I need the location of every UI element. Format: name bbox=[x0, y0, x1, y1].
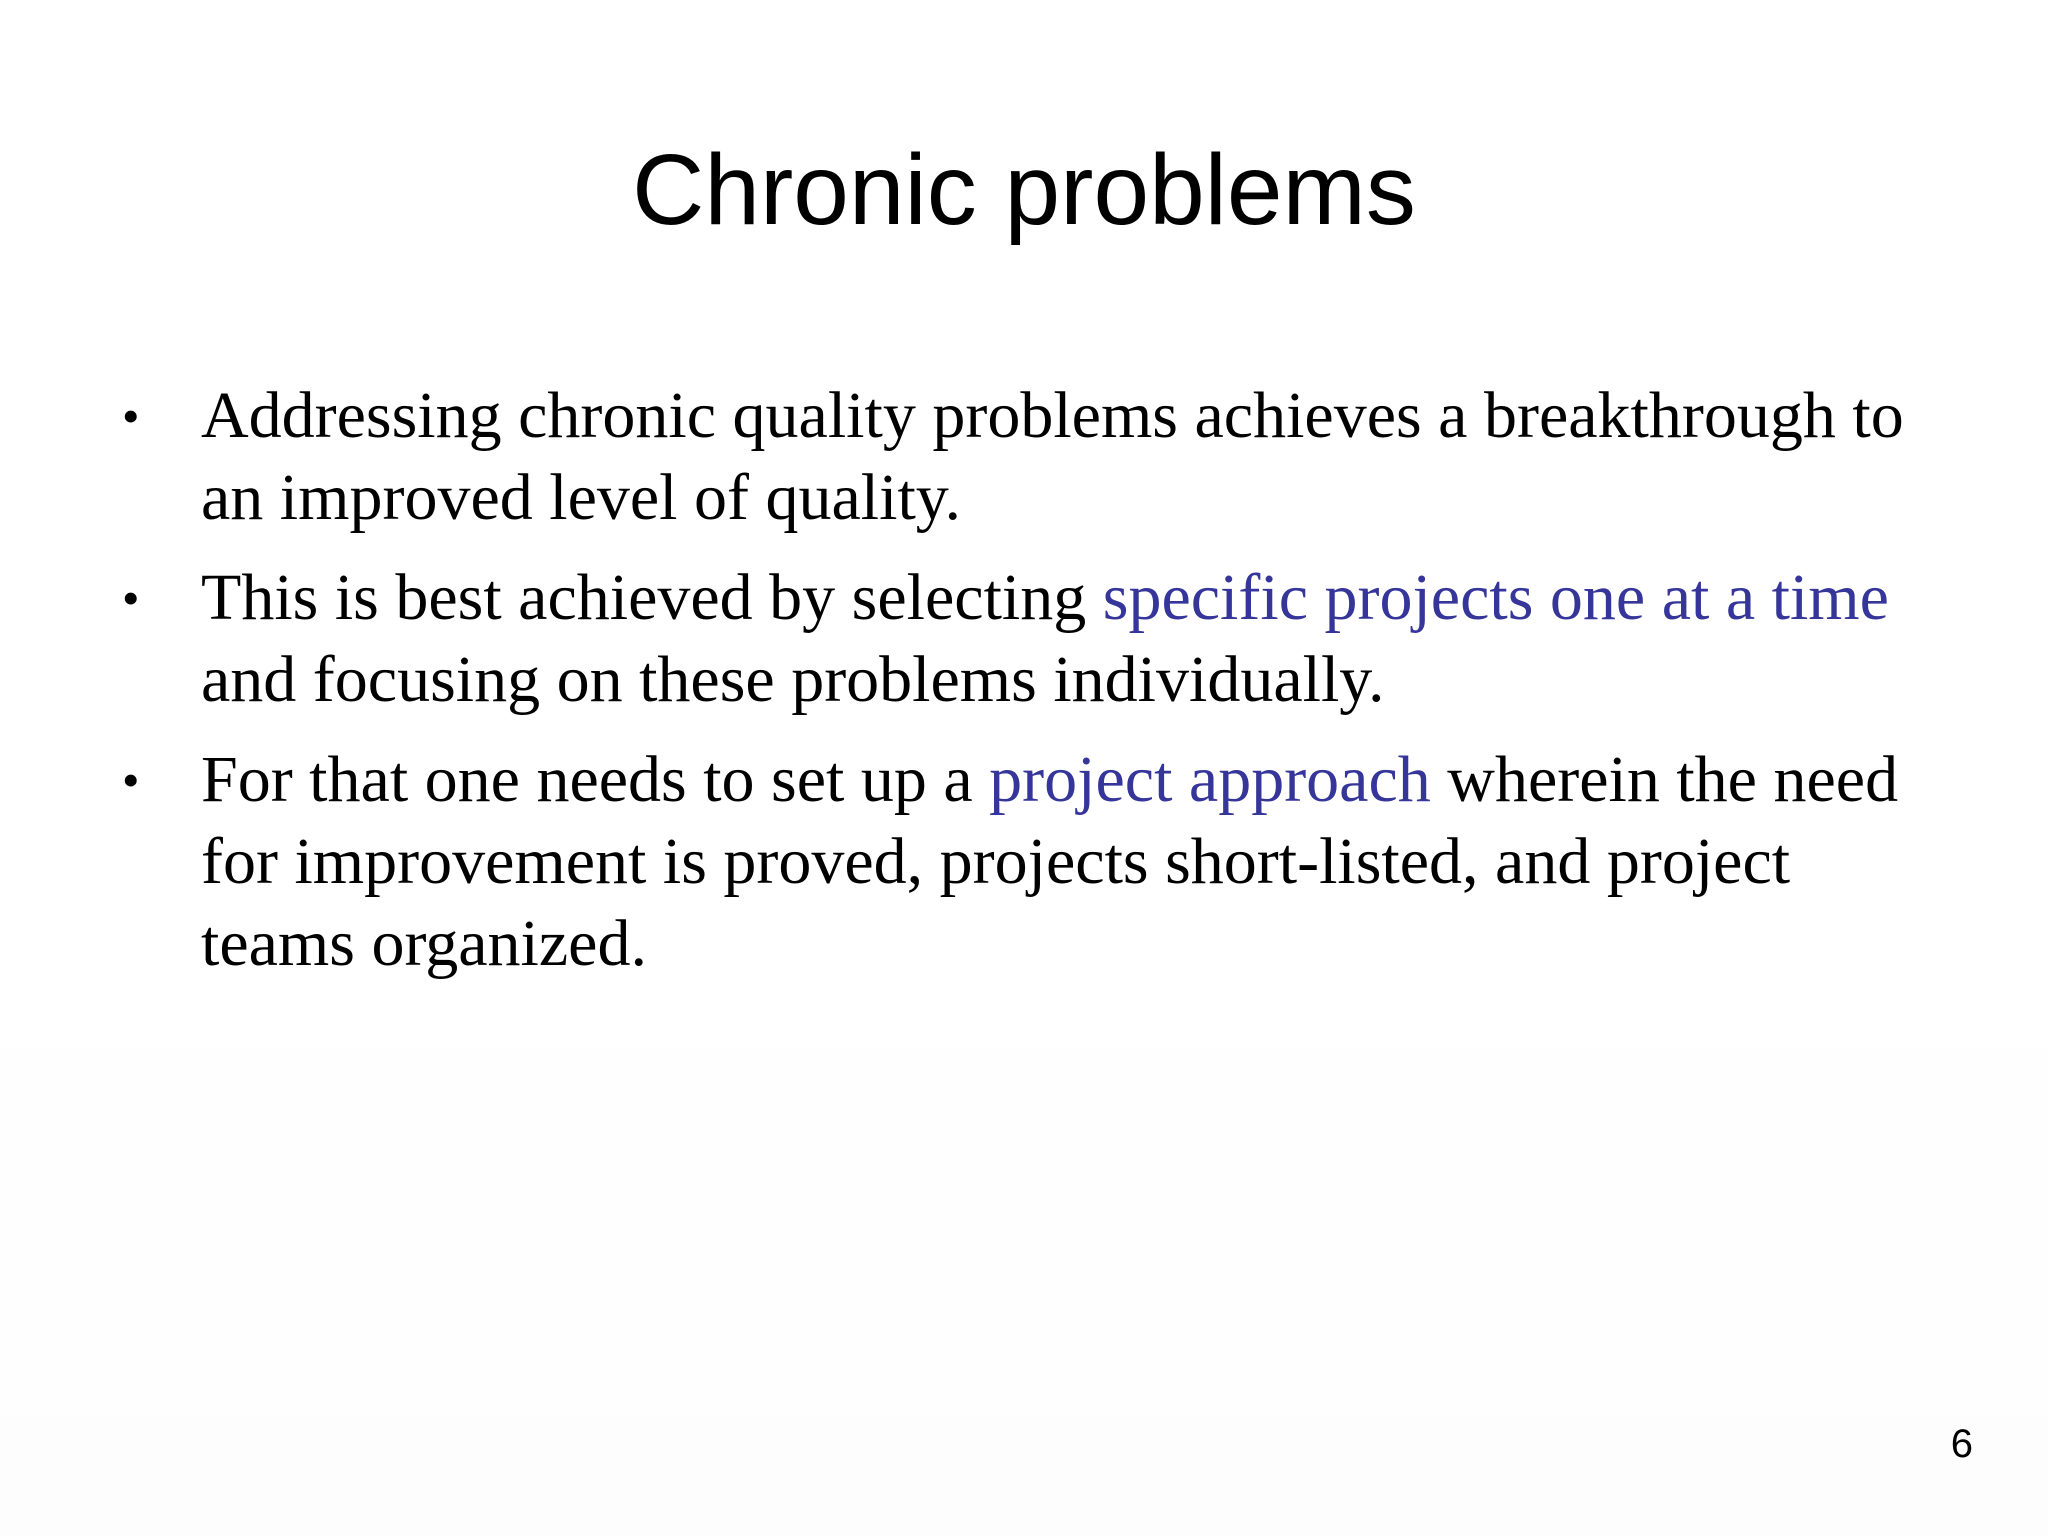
bullet-item bbox=[122, 557, 1942, 721]
bullet-dot: • bbox=[122, 388, 140, 444]
bullet-text-before: For that one needs to set up a bbox=[201, 743, 990, 816]
page-number: 6 bbox=[1950, 1422, 1973, 1466]
bullet-text: Addressing chronic quality problems achieves a breakthrough to an improved level of quality. bbox=[201, 379, 1904, 534]
slide-title: Chronic problems bbox=[632, 134, 1416, 246]
bullet-list bbox=[122, 375, 1942, 1003]
bullet-text-before: This is best achieved by selecting bbox=[201, 561, 1103, 634]
bullet-item bbox=[122, 739, 1942, 985]
bullet-dot: • bbox=[122, 752, 140, 808]
bullet-item bbox=[122, 375, 1942, 539]
bullet-dot: • bbox=[122, 570, 140, 626]
bullet-highlight: specific projects one at a time bbox=[1102, 561, 1889, 634]
bullet-text-after: wherein the need for improvement is proved, projects short-listed, and project teams organized. bbox=[201, 743, 1899, 980]
bullet-highlight: project approach bbox=[989, 743, 1431, 816]
bullet-text-after: and focusing on these problems individually. bbox=[201, 643, 1385, 716]
